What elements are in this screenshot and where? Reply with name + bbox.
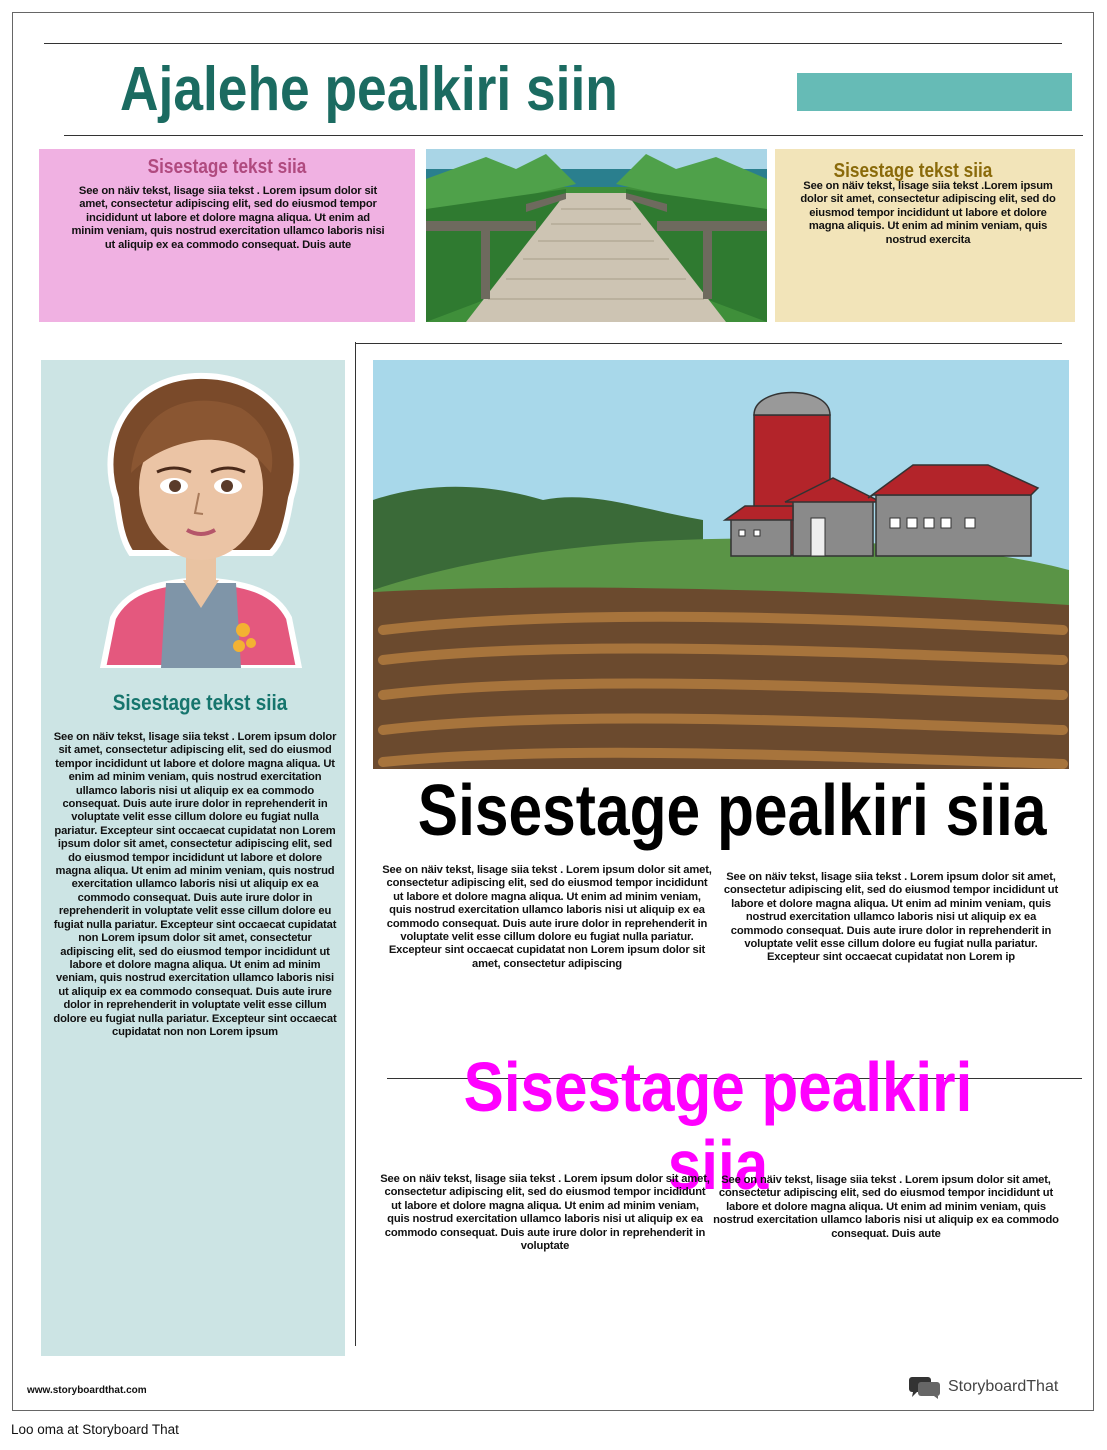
- sidebar-box: [41, 360, 345, 1356]
- article2-column2: See on näiv tekst, lisage siia tekst . Lorem ipsum dolor sit amet, consectetur adipiscing elit, sed do eiusmod tempor incididunt ut labore et dolore magna aliqua. Ut enim ad minim veniam, quis nostrud exercitation ullamco laboris nisi ut aliquip ex ea commodo consequat. Duis aute: [713, 1174, 1059, 1240]
- reporter-portrait: [91, 368, 311, 668]
- footer-url[interactable]: www.storyboardthat.com: [27, 1385, 147, 1396]
- top-rule: [44, 43, 1062, 44]
- top-left-heading: Sisestage tekst siia: [147, 156, 307, 178]
- sidebar-heading: Sisestage tekst siia: [112, 690, 288, 715]
- storyboardthat-logo[interactable]: [908, 1374, 1058, 1400]
- brand-name: StoryboardThat: [948, 1378, 1059, 1395]
- top-right-heading: Sisestage tekst siia: [833, 160, 993, 182]
- article2-headline: Sisestage pealkiri siia: [463, 1048, 973, 1204]
- column-divider: [355, 342, 356, 1346]
- article2-column1: See on näiv tekst, lisage siia tekst . Lorem ipsum dolor sit amet, consectetur adipiscing elit, sed do eiusmod tempor incididunt ut labore et dolore magna aliqua. Ut enim ad minim veniam, quis nostrud exercitation ullamco laboris nisi ut aliquip ex ea commodo consequat. Duis aute irure dolor in reprehenderit in voluptate: [380, 1173, 710, 1253]
- boardwalk-illustration: [426, 149, 767, 322]
- speech-bubbles-icon: [908, 1375, 942, 1399]
- farm-illustration: [373, 360, 1069, 769]
- header-rule: [64, 135, 1083, 136]
- bottom-note[interactable]: Loo oma at Storyboard That: [11, 1422, 179, 1437]
- farm-image: [373, 360, 1069, 769]
- article1-column1: See on näiv tekst, lisage siia tekst . Lorem ipsum dolor sit amet, consectetur adipiscing elit, sed do eiusmod tempor incididunt ut labore et dolore magna aliqua. Ut enim ad minim veniam, quis nostrud exercitation ullamco laboris nisi ut aliquip ex ea commodo consequat. Duis aute irure dolor in reprehenderit in voluptate velit esse cillum dolore eu fugiat nulla pariatur. Excepteur sint occaecat cupidatat non Lorem ipsum dolor sit amet, consectetur adipiscing: [382, 864, 712, 970]
- top-right-textbox: [775, 149, 1075, 322]
- main-top-rule: [355, 343, 1062, 344]
- top-left-body: See on näiv tekst, lisage siia tekst . Lorem ipsum dolor sit amet, consectetur adipiscing elit, sed do eiusmod tempor incididunt ut labore et dolore magna aliqua. Ut enim ad minim veniam, quis nostrud exercitation ullamco laboris nisi ut aliquip ex ea commodo consequat. Duis aute: [71, 185, 385, 251]
- article1-column2: See on näiv tekst, lisage siia tekst . Lorem ipsum dolor sit amet, consectetur adipiscing elit, sed do eiusmod tempor incididunt ut labore et dolore magna aliqua. Ut enim ad minim veniam, quis nostrud exercitation ullamco laboris nisi ut aliquip ex ea commodo consequat. Duis aute irure dolor in reprehenderit in voluptate velit esse cillum dolore eu fugiat nulla pariatur. Excepteur sint occaecat cupidatat non Lorem ip: [723, 871, 1059, 964]
- title-accent-bar: [797, 73, 1072, 111]
- top-right-body: See on näiv tekst, lisage siia tekst .Lorem ipsum dolor sit amet, consectetur adipiscing elit, sed do eiusmod tempor incididunt ut labore et dolore magna aliquis. Ut enim ad minim veniam, quis nostrud exercita: [800, 180, 1056, 246]
- article1-headline: Sisestage pealkiri siia: [417, 771, 1047, 851]
- newspaper-title: Ajalehe pealkiri siin: [120, 55, 618, 124]
- top-left-textbox: [39, 149, 415, 322]
- sidebar-body: See on näiv tekst, lisage siia tekst . Lorem ipsum dolor sit amet, consectetur adipiscing elit, sed do eiusmod tempor incididunt ut labore et dolore magna aliqua. Ut enim ad minim veniam, quis nostrud exercitation ullamco laboris nisi ut aliquip ex ea commodo consequat. Duis aute irure dolor in reprehenderit in voluptate velit esse cillum dolore eu fugiat nulla pariatur. Excepteur sint occaecat cupidatat non Lorem ipsum dolor sit amet, consectetur adipiscing elit, sed do eiusmod tempor incididunt ut labore et dolore magna aliqua. Ut enim ad minim veniam, quis nostrud exercitation ullamco laboris nisi ut aliquip ex ea commodo consequat. Duis aute irure dolor in reprehenderit in voluptate velit esse cillum dolore eu fugiat nulla pariatur. Excepteur sint occaecat cupidatat non Lorem ipsum dolor sit amet, consectetur adipiscing elit, sed do eiusmod tempor incididunt ut labore et dolore magna aliqua. Ut enim ad minim veniam, quis nostrud exercitation ullamco laboris nisi ut aliquip ex ea commodo consequat. Duis aute irure dolor in reprehenderit in voluptate velit esse cillum dolore eu fugiat nulla pariatur. Excepteur sint occaecat cupidatat non non Lorem ipsum: [53, 731, 337, 1038]
- boardwalk-image: [426, 149, 767, 322]
